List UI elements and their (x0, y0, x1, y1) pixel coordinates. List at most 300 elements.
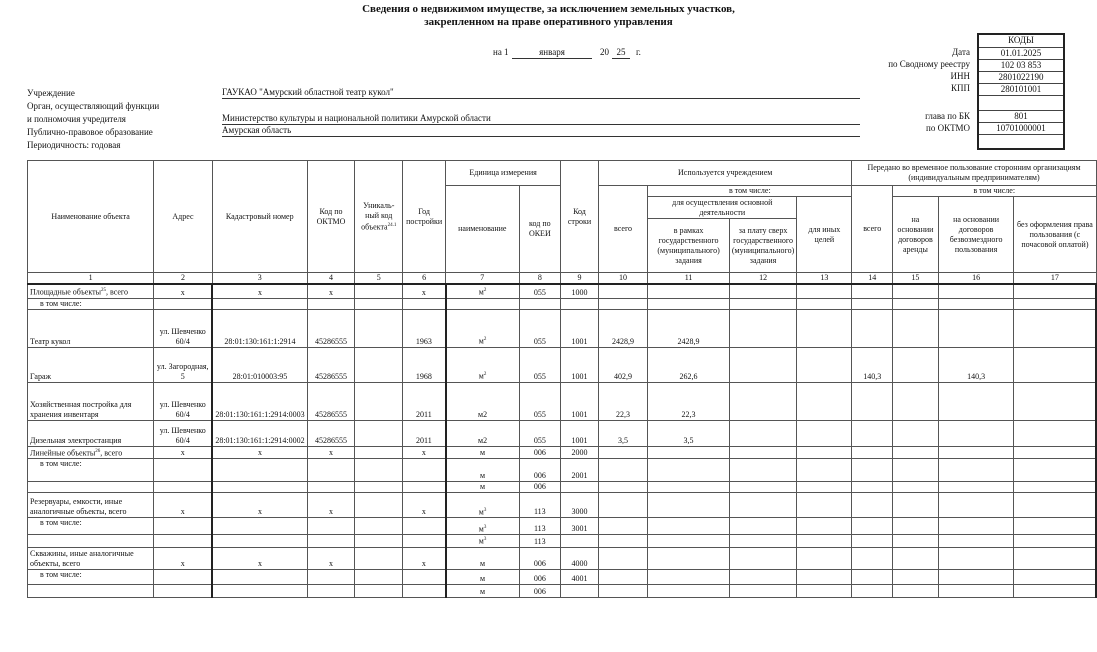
cell-c14 (852, 298, 893, 309)
table-row (28, 493, 1097, 518)
code-label-registry: по Сводному реестру (888, 59, 970, 69)
header-name: Наименование объекта (28, 161, 154, 273)
cell-okei: 006 (519, 459, 561, 482)
cell-oktmo (307, 459, 355, 482)
cell-c11: 262,6 (648, 347, 730, 382)
code-oktmo-value: 10701000001 (979, 123, 1063, 135)
cell-c14 (852, 284, 893, 298)
cell-name (28, 309, 154, 347)
cell-c12 (729, 493, 796, 518)
cell-c13 (797, 309, 852, 347)
cell-addr (154, 298, 213, 309)
cell-addr: ул. Загородная, 5 (154, 347, 213, 382)
column-numbers-row (28, 273, 1097, 285)
col-num: 10 (598, 273, 647, 285)
cell-c13 (797, 459, 852, 482)
header-oktmo: Код по ОКТМО (307, 161, 355, 273)
col-num: 15 (892, 273, 938, 285)
cell-unit (446, 284, 519, 298)
cell-c17 (1014, 584, 1096, 597)
periodicity-label: Периодичность: годовая (27, 140, 121, 150)
unit-power: 3 (483, 524, 487, 530)
code-label-inn: ИНН (950, 71, 970, 81)
cell-year: x (403, 547, 446, 569)
cell-name (28, 482, 154, 493)
cell-code: 1001 (561, 309, 599, 347)
cell-c14 (852, 547, 893, 569)
cell-c14 (852, 482, 893, 493)
cell-uniq (355, 518, 403, 535)
cell-c17 (1014, 446, 1096, 459)
cell-code: 4000 (561, 547, 599, 569)
cell-c15 (892, 584, 938, 597)
cell-unit (446, 347, 519, 382)
object-name-suffix: , всего (105, 287, 128, 297)
cell-addr (154, 459, 213, 482)
header-used: Используется учреждением (598, 161, 852, 186)
col-num: 17 (1014, 273, 1096, 285)
cell-year: x (403, 493, 446, 518)
object-name: в том числе: (40, 298, 82, 308)
table-row (28, 547, 1097, 569)
cell-c10 (598, 547, 647, 569)
header-used-incl: в том числе: (648, 186, 852, 197)
table-row (28, 569, 1097, 584)
institution-label: Учреждение (27, 88, 75, 98)
table-row (28, 420, 1097, 446)
cell-cad: 28:01:130:161:1:2914:0002 (212, 420, 307, 446)
cell-c14 (852, 535, 893, 548)
form-title-line1: Сведения о недвижимом имуществе, за исключением земельных участков, (362, 3, 735, 15)
cell-c12 (729, 518, 796, 535)
unit-name: м2 (478, 409, 488, 419)
cell-c17 (1014, 535, 1096, 548)
cell-c10 (598, 569, 647, 584)
cell-c11: 22,3 (648, 382, 730, 420)
cell-okei: 055 (519, 420, 561, 446)
cell-c12 (729, 482, 796, 493)
unit-name: м (478, 536, 484, 546)
cell-c12 (729, 584, 796, 597)
header-used-main: для осуществления основной деятельности (648, 197, 797, 219)
cell-year: 2011 (403, 382, 446, 420)
table-row (28, 518, 1097, 535)
cell-c13 (797, 446, 852, 459)
object-name: Дизельная электростанция (30, 435, 122, 445)
header-line-code: Код строки (561, 161, 599, 273)
codes-box (977, 33, 1065, 150)
cell-addr: ул. Шевченко 60/4 (154, 420, 213, 446)
cell-okei: 113 (519, 518, 561, 535)
object-name: Площадные объекты (30, 287, 101, 297)
cell-name (28, 459, 154, 482)
object-name: Резервуары, емкости, иные аналогичные объекты, всего (30, 497, 127, 517)
cell-code (561, 584, 599, 597)
cell-unit (446, 569, 519, 584)
header-used-total: всего (598, 186, 647, 273)
cell-c11 (648, 535, 730, 548)
cell-uniq (355, 569, 403, 584)
cell-c15 (892, 459, 938, 482)
cell-c12 (729, 459, 796, 482)
unit-power: 2 (483, 371, 487, 377)
cell-c11 (648, 518, 730, 535)
cell-c10: 402,9 (598, 347, 647, 382)
cell-c10 (598, 493, 647, 518)
table-row (28, 535, 1097, 548)
col-num: 14 (852, 273, 893, 285)
cell-year (403, 584, 446, 597)
cell-c10 (598, 284, 647, 298)
cell-c10 (598, 482, 647, 493)
cell-cad (212, 584, 307, 597)
cell-c10 (598, 535, 647, 548)
cell-c10: 22,3 (598, 382, 647, 420)
cell-c12 (729, 309, 796, 347)
cell-uniq (355, 482, 403, 493)
cell-addr: ул. Шевченко 60/4 (154, 382, 213, 420)
cell-uniq (355, 284, 403, 298)
table-row (28, 298, 1097, 309)
cell-c13 (797, 569, 852, 584)
cell-okei: 006 (519, 446, 561, 459)
cell-c15 (892, 482, 938, 493)
cell-c13 (797, 347, 852, 382)
col-num: 4 (307, 273, 355, 285)
header-cadastral: Кадастровый номер (212, 161, 307, 273)
cell-c16 (938, 535, 1014, 548)
header-address: Адрес (154, 161, 213, 273)
col-num: 16 (938, 273, 1014, 285)
header-tr-incl: в том числе: (892, 186, 1096, 197)
object-name-footnote: 25 (100, 287, 106, 293)
header-used-other: для иных целей (797, 197, 852, 273)
col-num: 9 (561, 273, 599, 285)
cell-c14 (852, 420, 893, 446)
unit-power: 3 (483, 507, 487, 513)
cell-c17 (1014, 347, 1096, 382)
cell-uniq (355, 420, 403, 446)
cell-okei: 006 (519, 547, 561, 569)
unit-name: м (480, 471, 486, 481)
cell-okei: 113 (519, 493, 561, 518)
table-body (28, 284, 1097, 597)
col-num: 8 (519, 273, 561, 285)
cell-uniq (355, 547, 403, 569)
cell-c17 (1014, 518, 1096, 535)
cell-c14 (852, 493, 893, 518)
cell-c11: 3,5 (648, 420, 730, 446)
header-tr-free: на основании договоров безвозмездного пользования (938, 197, 1014, 273)
cell-cad: 28:01:130:161:1:2914 (212, 309, 307, 347)
code-date-value: 01.01.2025 (979, 48, 1063, 60)
cell-code: 3001 (561, 518, 599, 535)
code-label-oktmo: по ОКТМО (926, 123, 970, 133)
cell-code: 3000 (561, 493, 599, 518)
cell-addr: x (154, 493, 213, 518)
cell-okei: 006 (519, 569, 561, 584)
cell-unit (446, 459, 519, 482)
cell-c17 (1014, 298, 1096, 309)
col-num: 2 (154, 273, 213, 285)
cell-uniq (355, 347, 403, 382)
date-year: 25 (612, 47, 630, 59)
cell-addr (154, 535, 213, 548)
cell-code: 1000 (561, 284, 599, 298)
cell-okei: 006 (519, 584, 561, 597)
object-name: Театр кукол (30, 336, 71, 346)
cell-name (28, 382, 154, 420)
col-num: 1 (28, 273, 154, 285)
table-row (28, 584, 1097, 597)
cell-unit (446, 309, 519, 347)
cell-year (403, 535, 446, 548)
authority-value: Министерство культуры и национальной политики Амурской области (222, 113, 860, 125)
institution-value: ГАУКАО "Амурский областной театр кукол" (222, 87, 860, 99)
table-row (28, 309, 1097, 347)
cell-oktmo (307, 535, 355, 548)
table-row (28, 446, 1097, 459)
object-name: Хозяйственная постройка для хранения инвентаря (30, 399, 132, 419)
cell-code (561, 298, 599, 309)
cell-oktmo: x (307, 446, 355, 459)
cell-c10 (598, 446, 647, 459)
cell-c17 (1014, 309, 1096, 347)
cell-c14 (852, 309, 893, 347)
cell-code: 1001 (561, 347, 599, 382)
cell-year: 1968 (403, 347, 446, 382)
cell-c12 (729, 347, 796, 382)
header-unique-text: Уникаль-ный код объекта (361, 200, 395, 232)
cell-code (561, 535, 599, 548)
cell-name (28, 535, 154, 548)
object-name: в том числе: (40, 569, 82, 579)
cell-c11 (648, 284, 730, 298)
cell-addr (154, 569, 213, 584)
form-title-line2: закрепленном на праве оперативного управления (424, 16, 673, 28)
cell-name (28, 446, 154, 459)
header-unit: Единица измерения (446, 161, 561, 186)
cell-oktmo (307, 298, 355, 309)
col-num: 5 (355, 273, 403, 285)
cell-c12 (729, 382, 796, 420)
cell-cad (212, 298, 307, 309)
cell-c16 (938, 569, 1014, 584)
date-suffix: г. (636, 47, 641, 57)
cell-cad (212, 535, 307, 548)
cell-c12 (729, 284, 796, 298)
cell-c13 (797, 518, 852, 535)
cell-c11 (648, 446, 730, 459)
cell-cad: 28:01:010003:95 (212, 347, 307, 382)
header-transferred: Передано во временное пользование сторонним организациям (индивидуальным предпринимателям) (852, 161, 1096, 186)
cell-c11 (648, 569, 730, 584)
cell-cad: 28:01:130:161:1:2914:0003 (212, 382, 307, 420)
cell-oktmo (307, 569, 355, 584)
cell-cad (212, 518, 307, 535)
cell-year: x (403, 446, 446, 459)
table-row (28, 284, 1097, 298)
cell-uniq (355, 298, 403, 309)
cell-c12 (729, 446, 796, 459)
cell-c15 (892, 446, 938, 459)
cell-c10 (598, 584, 647, 597)
cell-c16 (938, 584, 1014, 597)
header-unit-okei: код по ОКЕИ (519, 186, 561, 273)
cell-cad: x (212, 493, 307, 518)
authority-label-1: Орган, осуществляющий функции (27, 101, 160, 111)
cell-c14 (852, 382, 893, 420)
cell-c12 (729, 547, 796, 569)
unit-name: м (480, 573, 486, 583)
cell-c16 (938, 482, 1014, 493)
table-row (28, 382, 1097, 420)
object-name: Скважины, иные аналогичные объекты, всего (30, 548, 134, 568)
unit-name: м (478, 371, 484, 381)
object-name: в том числе: (40, 459, 82, 469)
cell-unit (446, 493, 519, 518)
cell-c17 (1014, 420, 1096, 446)
date-prefix: на 1 (493, 47, 509, 57)
cell-uniq (355, 535, 403, 548)
cell-c10 (598, 298, 647, 309)
cell-c16 (938, 309, 1014, 347)
cell-year (403, 459, 446, 482)
cell-c11 (648, 547, 730, 569)
cell-year (403, 518, 446, 535)
code-label-date: Дата (952, 47, 970, 57)
cell-unit (446, 382, 519, 420)
cell-cad: x (212, 547, 307, 569)
cell-name (28, 420, 154, 446)
cell-addr (154, 518, 213, 535)
cell-c17 (1014, 569, 1096, 584)
cell-c13 (797, 493, 852, 518)
col-num: 11 (648, 273, 730, 285)
cell-c16 (938, 518, 1014, 535)
cell-c15 (892, 569, 938, 584)
unit-name: м (480, 558, 486, 568)
cell-unit (446, 420, 519, 446)
cell-c14: 140,3 (852, 347, 893, 382)
cell-c10: 2428,9 (598, 309, 647, 347)
unit-name: м2 (478, 435, 488, 445)
cell-c17 (1014, 493, 1096, 518)
cell-c15 (892, 420, 938, 446)
cell-addr: x (154, 547, 213, 569)
cell-c13 (797, 547, 852, 569)
header-unique-sup: 24.1 (387, 222, 397, 228)
code-kpp-value: 280101001 (979, 84, 1063, 96)
cell-oktmo (307, 518, 355, 535)
unit-name: м (480, 586, 486, 596)
cell-c15 (892, 382, 938, 420)
public-entity-value: Амурская область (222, 125, 860, 137)
cell-year: 2011 (403, 420, 446, 446)
cell-c13 (797, 284, 852, 298)
cell-addr: x (154, 446, 213, 459)
cell-name (28, 547, 154, 569)
cell-unit (446, 446, 519, 459)
cell-c10 (598, 518, 647, 535)
cell-okei: 006 (519, 482, 561, 493)
cell-c11 (648, 482, 730, 493)
object-name: Гараж (30, 371, 52, 381)
cell-uniq (355, 493, 403, 518)
cell-c12 (729, 420, 796, 446)
cell-c17 (1014, 482, 1096, 493)
cell-uniq (355, 459, 403, 482)
cell-cad: x (212, 284, 307, 298)
date-month: января (512, 47, 592, 59)
cell-c14 (852, 446, 893, 459)
object-name-footnote: 26 (95, 448, 101, 454)
code-label-kpp: КПП (950, 83, 970, 93)
cell-oktmo: 45286555 (307, 420, 355, 446)
code-label-bk: глава по БК (925, 111, 970, 121)
cell-year: x (403, 284, 446, 298)
cell-c16 (938, 420, 1014, 446)
code-registry-value: 102 03 853 (979, 60, 1063, 72)
cell-c12 (729, 535, 796, 548)
cell-oktmo: x (307, 547, 355, 569)
cell-c15 (892, 309, 938, 347)
cell-code: 1001 (561, 382, 599, 420)
object-name: в том числе: (40, 518, 82, 528)
cell-uniq (355, 584, 403, 597)
codes-header: КОДЫ (979, 35, 1063, 48)
header-tr-nodoc: без оформления права пользования (с почасовой оплатой) (1014, 197, 1096, 273)
cell-c15 (892, 518, 938, 535)
unit-name: м (480, 448, 486, 458)
cell-name (28, 493, 154, 518)
cell-c11 (648, 584, 730, 597)
unit-power: 3 (483, 537, 487, 543)
cell-code: 2000 (561, 446, 599, 459)
code-bk-value: 801 (979, 111, 1063, 123)
table-row (28, 459, 1097, 482)
cell-c17 (1014, 459, 1096, 482)
cell-c16 (938, 298, 1014, 309)
cell-unit (446, 482, 519, 493)
header-year: Год постройки (403, 161, 446, 273)
cell-year (403, 482, 446, 493)
cell-name (28, 584, 154, 597)
cell-c13 (797, 482, 852, 493)
cell-year (403, 298, 446, 309)
cell-c15 (892, 493, 938, 518)
cell-okei (519, 298, 561, 309)
unit-name: м (478, 336, 484, 346)
cell-unit (446, 298, 519, 309)
cell-name (28, 284, 154, 298)
table-row (28, 482, 1097, 493)
cell-oktmo: 45286555 (307, 382, 355, 420)
cell-oktmo: x (307, 284, 355, 298)
cell-name (28, 347, 154, 382)
cell-code: 2001 (561, 459, 599, 482)
cell-oktmo: 45286555 (307, 309, 355, 347)
cell-addr: ул. Шевченко 60/4 (154, 309, 213, 347)
cell-okei: 055 (519, 284, 561, 298)
cell-c17 (1014, 382, 1096, 420)
unit-power: 2 (483, 287, 487, 293)
cell-c15 (892, 535, 938, 548)
unit-name: м (480, 482, 486, 492)
cell-c10 (598, 459, 647, 482)
cell-cad (212, 569, 307, 584)
code-empty-2 (979, 135, 1063, 148)
